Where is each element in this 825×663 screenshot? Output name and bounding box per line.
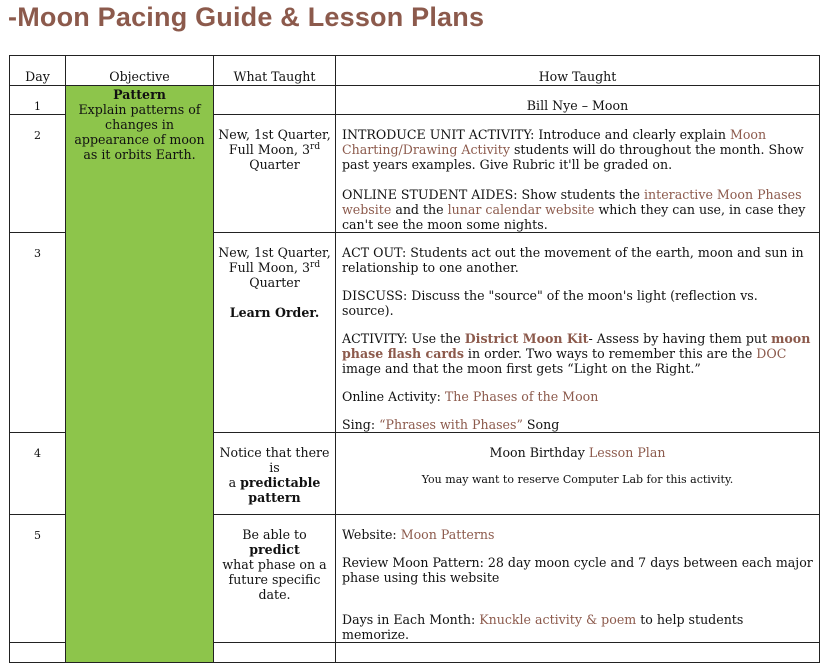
how-paragraph xyxy=(342,127,813,172)
phases-of-moon-link[interactable]: The Phases of the Moon xyxy=(444,389,599,404)
table-header-row xyxy=(10,56,820,86)
superscript: rd xyxy=(310,259,321,270)
day-number: 5 xyxy=(34,529,41,542)
how-paragraph xyxy=(342,445,813,460)
what-text: Full Moon, 3 xyxy=(228,142,311,157)
how-taught-cell xyxy=(336,433,820,515)
predictable-text: predictable xyxy=(240,475,321,490)
what-taught-cell xyxy=(214,433,336,515)
how-paragraph xyxy=(342,417,813,432)
what-line: New, 1st Quarter, xyxy=(218,245,331,260)
how-paragraph xyxy=(342,331,813,376)
table-row xyxy=(10,86,820,115)
what-line xyxy=(218,527,331,557)
how-paragraph: Review Moon Pattern: 28 day moon cycle and 7 days between each major phase using this website xyxy=(342,555,813,585)
knuckle-activity-link[interactable]: Knuckle activity & poem xyxy=(479,612,637,627)
header-what-taught: What Taught xyxy=(214,56,336,86)
what-taught-cell xyxy=(214,233,336,433)
text: Song xyxy=(522,417,560,432)
text: to help students memorize. xyxy=(342,612,744,642)
day-cell xyxy=(10,86,66,115)
header-objective: Objective xyxy=(66,56,214,86)
text: in order. Two ways to remember this are the xyxy=(463,346,757,361)
what-line: Quarter xyxy=(249,157,300,172)
pacing-guide-table xyxy=(9,55,820,663)
lunar-calendar-link[interactable]: lunar calendar website xyxy=(447,202,595,217)
learn-order-text: Learn Order. xyxy=(229,305,320,320)
how-taught-cell xyxy=(336,115,820,233)
how-taught-cell xyxy=(336,515,820,643)
how-paragraph xyxy=(342,612,813,642)
what-line xyxy=(218,475,331,490)
flash-cards-link[interactable]: moon phase flash cards xyxy=(342,331,811,361)
what-line: New, 1st Quarter, xyxy=(218,127,331,142)
what-taught-cell xyxy=(214,115,336,233)
page-title: -Moon Pacing Guide & Lesson Plans xyxy=(8,2,485,32)
what-text: Full Moon, 3 xyxy=(228,260,311,275)
day-cell xyxy=(10,115,66,233)
text: and the xyxy=(391,202,448,217)
how-text: Bill Nye – Moon xyxy=(526,98,629,113)
how-note: You may want to reserve Computer Lab for this activity. xyxy=(421,473,734,486)
what-line xyxy=(218,142,331,157)
doc-link[interactable]: DOC xyxy=(756,346,787,361)
header-how-taught: How Taught xyxy=(336,56,820,86)
phrases-song-link[interactable]: “Phrases with Phases” xyxy=(379,417,523,432)
text: students will do throughout the month. Show past years examples. Give Rubric it'll be graded on. xyxy=(342,142,804,172)
interactive-moon-phases-link[interactable]: interactive Moon Phases website xyxy=(342,187,802,217)
how-paragraph: ACT OUT: Students act out the movement of the earth, moon and sun in relationship to one another. xyxy=(342,245,804,275)
text: Sing: xyxy=(342,417,380,432)
district-moon-kit-link[interactable]: District Moon Kit xyxy=(464,331,589,346)
what-line xyxy=(218,260,331,275)
moon-charting-link[interactable]: Moon Charting/Drawing Activity xyxy=(342,127,767,157)
day-cell xyxy=(10,233,66,433)
objective-heading: Pattern xyxy=(113,87,166,102)
what-taught-cell xyxy=(214,643,336,663)
text: - Assess by having them put xyxy=(588,331,772,346)
what-text: a xyxy=(228,475,241,490)
how-taught-cell xyxy=(336,86,820,115)
what-taught-cell xyxy=(214,86,336,115)
what-line: Quarter xyxy=(249,275,300,290)
what-line: future specific xyxy=(228,572,321,587)
what-taught-cell xyxy=(214,515,336,643)
text: image and that the moon first gets “Light on the Right.” xyxy=(342,361,701,376)
objective-cell xyxy=(66,86,214,663)
header-day: Day xyxy=(10,56,66,86)
how-paragraph: DISCUSS: Discuss the "source" of the moon's light (reflection vs. source). xyxy=(342,288,758,318)
what-text: Be able to xyxy=(242,527,307,542)
day-cell xyxy=(10,433,66,515)
how-taught-cell xyxy=(336,233,820,433)
text: Website: xyxy=(342,527,401,542)
day-cell xyxy=(10,643,66,663)
how-paragraph xyxy=(342,187,813,232)
text: Online Activity: xyxy=(342,389,445,404)
moon-patterns-link[interactable]: Moon Patterns xyxy=(400,527,495,542)
how-taught-cell xyxy=(336,643,820,663)
day-number: 2 xyxy=(34,129,41,142)
lesson-plan-link[interactable]: Lesson Plan xyxy=(588,445,666,460)
what-line: date. xyxy=(258,587,291,602)
superscript: rd xyxy=(310,141,321,152)
objective-text: Explain patterns of changes in appearance of moon as it orbits Earth. xyxy=(74,102,205,162)
day-number: 4 xyxy=(34,447,41,460)
what-line: pattern xyxy=(248,490,301,505)
text: INTRODUCE UNIT ACTIVITY: Introduce and clearly explain xyxy=(342,127,730,142)
text: which they can use, in case they can't see the moon some nights. xyxy=(342,202,806,232)
day-number: 1 xyxy=(34,100,41,113)
text: Moon Birthday xyxy=(489,445,589,460)
text: ACTIVITY: Use the xyxy=(342,331,465,346)
text: ONLINE STUDENT AIDES: Show students the xyxy=(342,187,645,202)
how-paragraph xyxy=(342,389,813,404)
text: Days in Each Month: xyxy=(342,612,480,627)
what-line: what phase on a xyxy=(222,557,327,572)
how-paragraph xyxy=(342,527,813,542)
what-line: Notice that there is xyxy=(219,445,330,475)
day-number: 3 xyxy=(34,247,41,260)
predict-text: predict xyxy=(249,542,300,557)
day-cell xyxy=(10,515,66,643)
